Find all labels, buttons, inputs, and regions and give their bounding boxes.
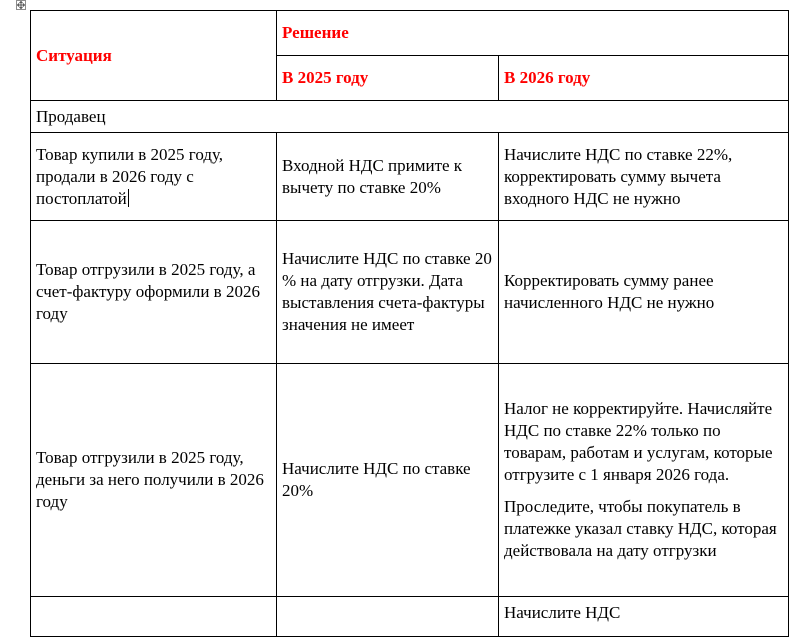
cell-situation[interactable]: Товар отгрузили в 2025 году, а счет-фактуру оформили в 2026 году <box>31 221 277 364</box>
table-row <box>31 364 789 597</box>
table-row <box>31 133 789 221</box>
cell-paragraph: Налог не корректируйте. Начисляйте НДС по ставке 22% только по товарам, работам и услугам, которые отгрузите с 1 января 2026 года. <box>504 399 773 484</box>
header-situation[interactable]: Ситуация <box>31 11 277 101</box>
cell-2025[interactable]: Входной НДС примите к вычету по ставке 20% <box>277 133 499 221</box>
cell-2025[interactable] <box>277 597 499 637</box>
cell-situation[interactable] <box>31 133 277 221</box>
section-seller[interactable]: Продавец <box>31 101 789 133</box>
header-year-2026[interactable]: В 2026 году <box>499 56 789 101</box>
table-move-handle[interactable] <box>16 0 26 10</box>
cell-paragraph: Корректировать сумму ранее начисленного НДС не нужно <box>504 271 715 312</box>
cell-2025[interactable]: Начислите НДС по ставке 20 % на дату отгрузки. Дата выставления счета-фактуры значения не имеет <box>277 221 499 364</box>
header-year-2025[interactable]: В 2025 году <box>277 56 499 101</box>
cell-paragraph: Начислите НДС по ставке 22%, корректировать сумму вычета входного НДС не нужно <box>504 144 733 208</box>
cell-2026[interactable] <box>499 133 789 221</box>
vat-rate-table <box>30 10 789 637</box>
move-arrows-icon <box>17 1 25 9</box>
cell-text: Товар купили в 2025 году, продали в 2026 году с постоплатой <box>36 144 224 208</box>
table-row <box>31 221 789 364</box>
cell-2025[interactable]: Начислите НДС по ставке 20% <box>277 364 499 597</box>
header-solution[interactable]: Решение <box>277 11 789 56</box>
table-row-partial <box>31 597 789 637</box>
cell-paragraph: Проследите, чтобы покупатель в платежке указал ставку НДС, которая действовала на дату отгрузки <box>504 497 777 560</box>
cell-situation[interactable] <box>31 597 277 637</box>
cell-2026[interactable] <box>499 221 789 364</box>
cell-situation[interactable]: Товар отгрузили в 2025 году, деньги за него получили в 2026 году <box>31 364 277 597</box>
cell-2026[interactable]: Начислите НДС <box>499 597 789 637</box>
text-cursor <box>128 189 129 207</box>
cell-2026[interactable] <box>499 364 789 597</box>
